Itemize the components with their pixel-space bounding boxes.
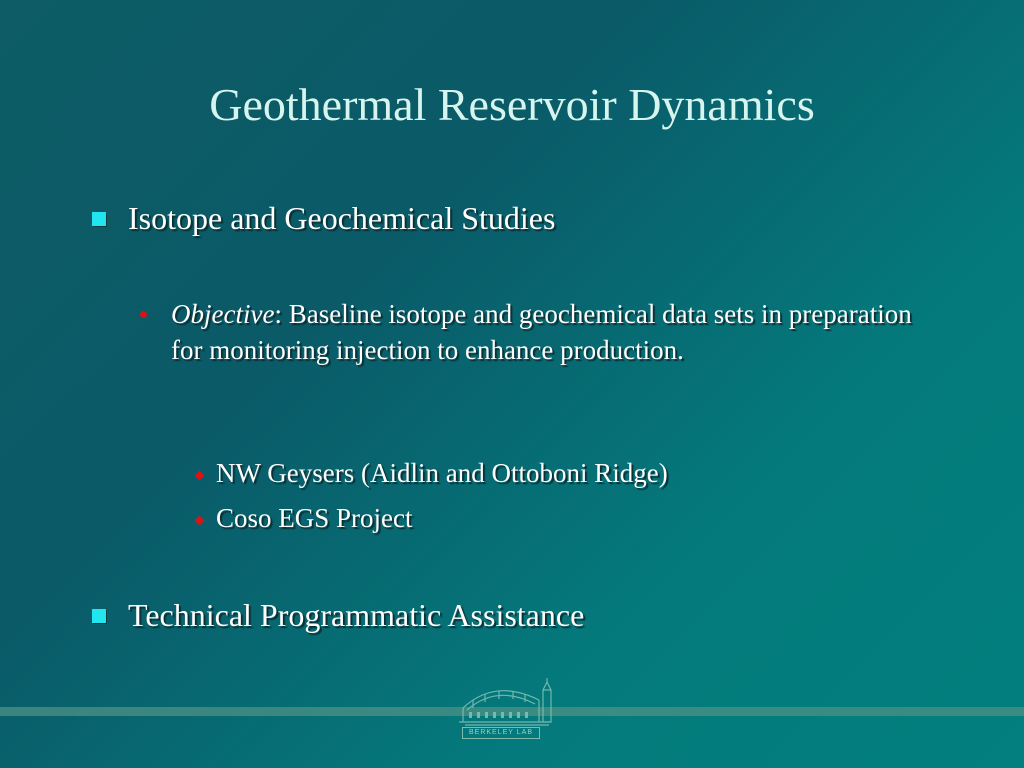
- bullet-technical-assistance: [92, 597, 584, 634]
- square-bullet-icon: [92, 212, 106, 226]
- round-bullet-icon: [140, 311, 147, 318]
- objective-text: [171, 296, 920, 368]
- square-bullet-icon: [92, 609, 106, 623]
- bullet-text: Technical Programmatic Assistance: [128, 597, 585, 633]
- item-text: Coso EGS Project: [216, 503, 413, 533]
- sub-sub-bullet-nw-geysers: [196, 458, 668, 489]
- slide-title: Geothermal Reservoir Dynamics: [209, 79, 815, 130]
- objective-description: : Baseline isotope and geochemical data sets in preparation for monitoring injection to enhance production.: [171, 299, 912, 365]
- item-text: NW Geysers (Aidlin and Ottoboni Ridge): [216, 458, 668, 488]
- logo-caption: BERKELEY LAB: [462, 727, 540, 739]
- diamond-bullet-icon: [195, 471, 205, 481]
- sub-sub-bullet-coso: [196, 503, 413, 534]
- objective-label: Objective: [171, 299, 275, 329]
- bullet-isotope-studies: [92, 200, 555, 237]
- bullet-text: Isotope and Geochemical Studies: [128, 200, 556, 236]
- sub-bullet-objective: [140, 296, 920, 368]
- diamond-bullet-icon: [195, 516, 205, 526]
